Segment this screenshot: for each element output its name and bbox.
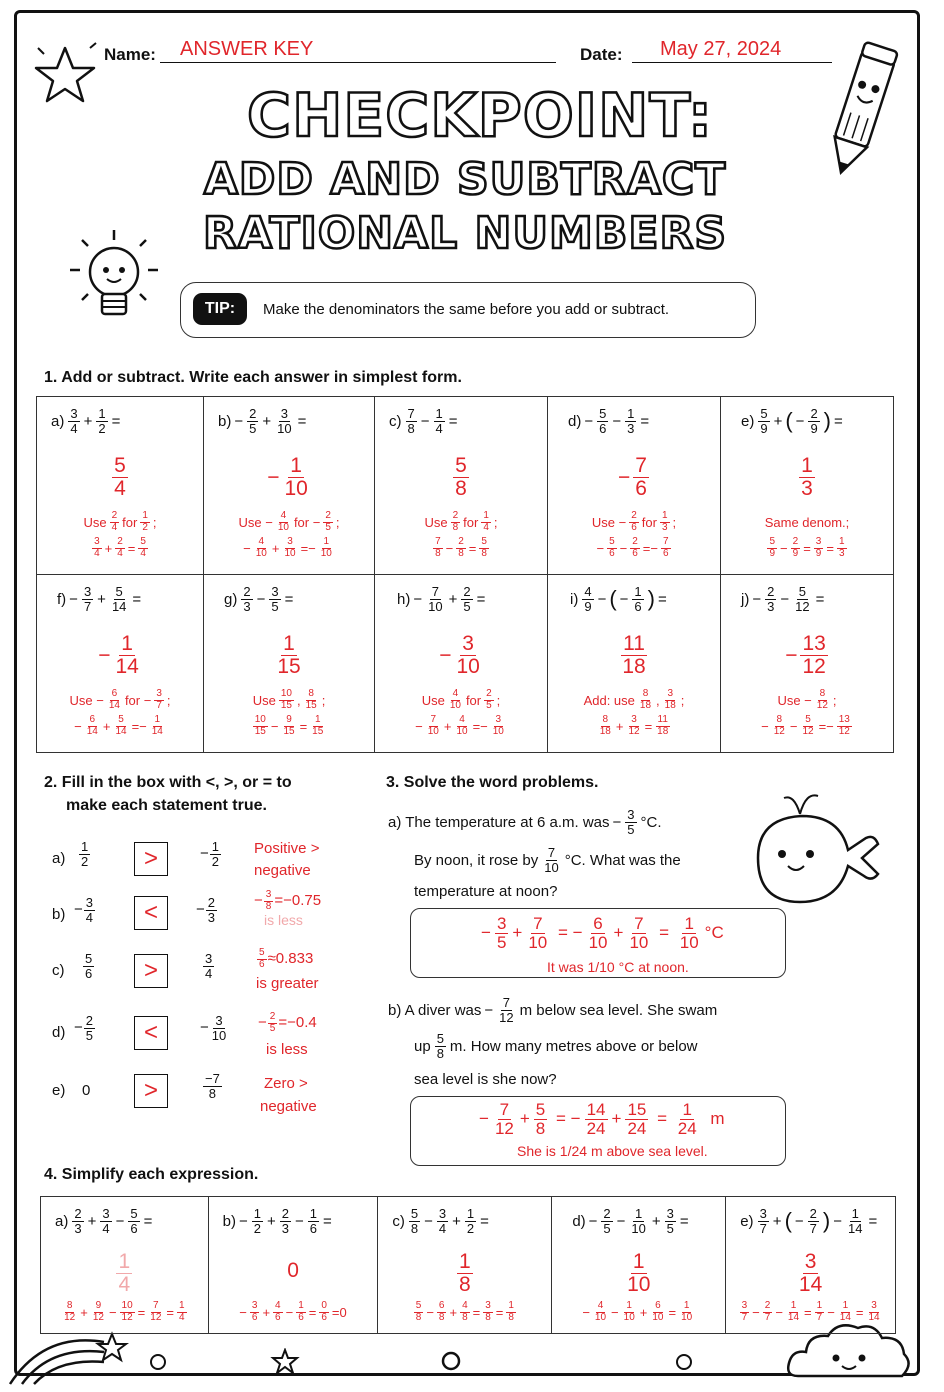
compare-box[interactable]: >	[134, 954, 168, 988]
page-subtitle-2: RATIONAL NUMBERS	[202, 208, 728, 259]
name-value: ANSWER KEY	[180, 38, 314, 60]
s4-answer: 0	[287, 1259, 299, 1282]
item-letter: a)	[55, 1212, 69, 1230]
hint-text: Same denom.;	[764, 515, 850, 530]
cmp-letter: a)	[52, 850, 66, 867]
wp-a-text: By noon, it rose by	[414, 851, 539, 869]
wp-b-text: sea level is she now?	[414, 1071, 557, 1088]
wp-b-text: b) A diver was	[388, 1001, 482, 1019]
wp-a-answer: It was 1/10 °C at noon.	[547, 959, 689, 975]
wp-a-text: °C. What was the	[564, 851, 681, 869]
name-label: Name:	[104, 45, 156, 64]
page-subtitle: ADD AND SUBTRACT	[203, 154, 727, 205]
s4-item-c: c) $\frac{5}{8}$ − $\frac{3}{4}$ + $\frac{1}{2}$ = $\frac{1}{8}$ $\frac{5}{8}$ − $\frac{6}{8}$ + $\frac{4}{8}$ = $\frac{3}{8}$ = $\frac{1}{8}$	[392, 1206, 514, 1323]
section2-heading-2: make each statement true.	[66, 797, 267, 814]
section2-heading: 2. Fill in the box with <, >, or = to	[44, 774, 292, 791]
wp-a-text: a) The temperature at 6 a.m. was	[388, 813, 610, 831]
section4-grid	[40, 1196, 896, 1334]
item-letter: c)	[392, 1212, 405, 1230]
item-letter: d)	[572, 1212, 586, 1230]
answer-box-a: − $\frac{3}{5}$ + $\frac{7}{10}$ = − $\frac{6}{10}$ + $\frac{7}{10}$ = $\frac{1}{10}$ °C It was 1/10 °C at noon.	[410, 908, 786, 978]
tip-text: Make the denominators the same before you add or subtract.	[263, 301, 670, 318]
cmp-note: =−0.75	[274, 891, 322, 909]
s1-item-d: d) − $\frac{5}{6}$ − $\frac{1}{3}$ = − $\frac{7}{6}$ Use − $\frac{2}{6}$ for $\frac{1}{3}$ ; − $\frac{5}{6}$ − $\frac{2}{6}$ =− $\frac{7}{6}$	[568, 406, 677, 559]
s1-item-f: f) − $\frac{3}{7}$ + $\frac{5}{14}$ = − $\frac{1}{14}$ Use − $\frac{6}{14}$ for − $\frac{3}{7}$ ; − $\frac{6}{14}$ + $\frac{5}{14}$ =− $\frac{1}{14}$	[57, 584, 171, 737]
s4-item-e: e) $\frac{3}{7}$ + ( − $\frac{2}{7}$ ) − $\frac{1}{14}$ = $\frac{3}{14}$ $\frac{3}{7}$ − $\frac{2}{7}$ − $\frac{1}{14}$ = $\frac{1}{7}$ − $\frac{1}{14}$ = $\frac{3}{14}$	[740, 1206, 880, 1323]
wp-a-text: temperature at noon?	[414, 883, 558, 900]
compare-box[interactable]: <	[134, 1016, 168, 1050]
cmp-note: =−0.4	[278, 1013, 317, 1031]
cmp-note: ≈0.833	[267, 949, 314, 967]
cmp-note: negative	[260, 1098, 317, 1115]
date-field[interactable]	[632, 38, 832, 63]
item-letter: b)	[218, 412, 232, 430]
wp-a-unit: °C	[704, 923, 724, 943]
section1-grid	[36, 396, 894, 753]
cmp-letter: b)	[52, 906, 66, 923]
cmp-note: is less	[266, 1041, 308, 1058]
item-letter: d)	[568, 412, 582, 430]
wp-b-answer: She is 1/24 m above sea level.	[517, 1143, 708, 1159]
item-letter: f)	[57, 590, 67, 608]
page-title: CHECKPOINT:	[247, 81, 713, 151]
item-letter: h)	[397, 590, 411, 608]
wp-b-text: m. How many metres above or below	[449, 1037, 698, 1055]
item-letter: j)	[741, 590, 750, 608]
s1-item-b: b) − $\frac{2}{5}$ + $\frac{3}{10}$ = − $\frac{1}{10}$ Use − $\frac{4}{10}$ for − $\frac{2}{5}$ ; − $\frac{4}{10}$ + $\frac{3}{10}$ =− $\frac{1}{10}$	[218, 406, 340, 559]
cmp-note: Zero >	[264, 1075, 308, 1092]
cmp-note: Positive >	[254, 840, 320, 857]
s1-item-i: i) $\frac{4}{9}$ − ( − $\frac{1}{6}$ ) = $\frac{11}{18}$ Add: use $\frac{8}{18}$ , $\frac{3}{18}$ ; $\frac{8}{18}$ + $\frac{3}{12}$ = $\frac{11}{18}$	[570, 584, 685, 737]
name-field[interactable]	[160, 38, 556, 63]
s1-item-e: e) $\frac{5}{9}$ + ( − $\frac{2}{9}$ ) = $\frac{1}{3}$ Same denom.; $\frac{5}{9}$ − $\frac{2}{9}$ = $\frac{3}{9}$ = $\frac{1}{3}$	[721, 397, 893, 574]
s1-item-g: g) $\frac{2}{3}$ − $\frac{3}{5}$ = $\frac{1}{15}$ Use $\frac{10}{15}$ , $\frac{8}{15}$ ; $\frac{10}{15}$ − $\frac{9}{15}$ = $\frac{1}{15}$	[224, 584, 326, 737]
tip-label: TIP:	[193, 293, 247, 325]
circle-icon	[148, 1352, 168, 1372]
cmp-left-value: 0	[82, 1082, 91, 1099]
item-letter: e)	[741, 412, 755, 430]
s1-item-c: c) $\frac{7}{8}$ − $\frac{1}{4}$ = $\frac{5}{8}$ Use $\frac{2}{8}$ for $\frac{1}{4}$ ; $\frac{7}{8}$ − $\frac{2}{8}$ = $\frac{5}{8}$	[389, 406, 498, 559]
wp-b-text: up	[414, 1037, 431, 1055]
answer-box-b: − $\frac{7}{12}$ + $\frac{5}{8}$ = − $\frac{14}{24}$ + $\frac{15}{24}$ = $\frac{1}{24}$ m She is 1/24 m above sea level.	[410, 1096, 786, 1166]
s4-item-d: d) − $\frac{2}{5}$ − $\frac{1}{10}$ + $\frac{3}{5}$ = $\frac{1}{10}$ − $\frac{4}{10}$ − $\frac{1}{10}$ + $\frac{6}{10}$ = $\frac{1}{10}$	[572, 1206, 693, 1323]
s4-item-a: a) $\frac{2}{3}$ + $\frac{3}{4}$ − $\frac{5}{6}$ = $\frac{1}{4}$ $\frac{8}{12}$ + $\frac{9}{12}$ − $\frac{10}{12}$ = $\frac{7}{12}$ = $\frac{1}{4}$	[55, 1206, 185, 1323]
lightbulb-icon	[64, 226, 164, 336]
whale-icon	[744, 784, 894, 914]
item-letter: g)	[224, 590, 238, 608]
tip-box	[180, 282, 756, 338]
cmp-letter: e)	[52, 1082, 66, 1099]
wp-b-text: m below sea level. She swam	[519, 1001, 718, 1019]
compare-box[interactable]: >	[134, 1074, 168, 1108]
s1-item-j: j) − $\frac{2}{3}$ − $\frac{5}{12}$ = − $\frac{13}{12}$ Use − $\frac{8}{12}$ ; − $\frac{8}{12}$ − $\frac{5}{12}$ =− $\frac{13}{12}$	[741, 584, 850, 737]
pencil-icon	[822, 36, 902, 186]
date-label: Date:	[580, 45, 623, 64]
circle-icon	[440, 1350, 462, 1372]
compare-box[interactable]: <	[134, 896, 168, 930]
s1-item-a: a) $\frac{3}{4}$ + $\frac{1}{2}$ = $\frac{5}{4}$ Use $\frac{2}{4}$ for $\frac{1}{2}$ ; $\frac{3}{4}$ + $\frac{2}{4}$ = $\frac{5}{4}$	[51, 406, 157, 559]
s4-item-b: b) − $\frac{1}{2}$ + $\frac{2}{3}$ − $\frac{1}{6}$ = 0 − $\frac{3}{6}$ + $\frac{4}{6}$ − $\frac{1}{6}$ = $\frac{0}{6}$ =0	[209, 1197, 378, 1333]
circle-icon	[674, 1352, 694, 1372]
star-icon	[30, 40, 104, 110]
compare-box[interactable]: >	[134, 842, 168, 876]
date-value: May 27, 2024	[660, 38, 782, 60]
item-letter: e)	[740, 1212, 754, 1230]
section1-heading: 1. Add or subtract. Write each answer in simplest form.	[44, 369, 462, 386]
section4-heading: 4. Simplify each expression.	[44, 1166, 259, 1183]
cmp-note: is less	[264, 912, 303, 928]
wp-b-unit: m	[710, 1109, 725, 1129]
star-icon	[270, 1348, 300, 1376]
item-letter: c)	[389, 412, 402, 430]
item-letter: a)	[51, 412, 65, 430]
wp-a-unit: °C.	[640, 813, 662, 831]
cmp-letter: c)	[52, 962, 65, 979]
cmp-note: is greater	[256, 975, 319, 992]
cmp-letter: d)	[52, 1024, 66, 1041]
item-letter: i)	[570, 590, 579, 608]
s1-item-h: h) − $\frac{7}{10}$ + $\frac{2}{5}$ = − $\frac{3}{10}$ Use $\frac{4}{10}$ for $\frac{2}{5}$ ; − $\frac{7}{10}$ + $\frac{4}{10}$ =− $\frac{3}{10}$	[397, 584, 504, 737]
item-letter: b)	[222, 1212, 236, 1230]
section3-heading: 3. Solve the word problems.	[386, 774, 599, 791]
cmp-note: negative	[254, 862, 311, 879]
